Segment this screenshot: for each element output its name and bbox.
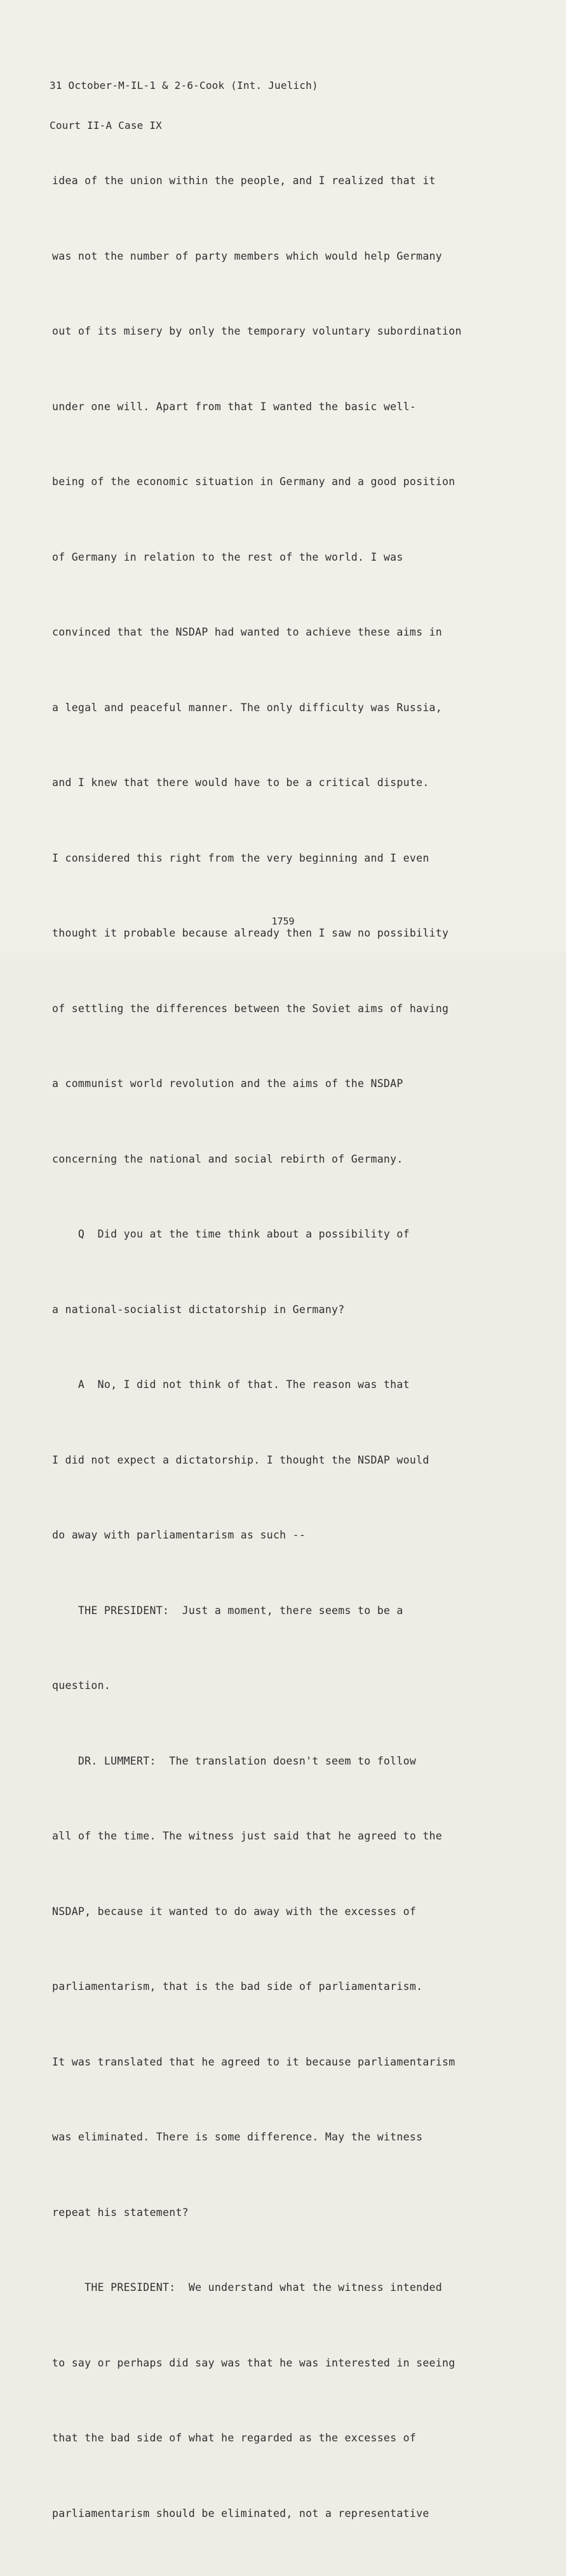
page-number: 1759 — [271, 916, 295, 927]
text-line: question. — [52, 1679, 111, 1692]
text-line: I did not expect a dictatorship. I thought the NSDAP would — [52, 1453, 429, 1466]
text-line: was not the number of party members which would help Germany — [52, 250, 443, 262]
text-line: DR. LUMMERT: The translation doesn't seem to follow — [52, 1754, 417, 1767]
text-line: NSDAP, because it wanted to do away with the excesses of — [52, 1905, 417, 1918]
text-line: convinced that the NSDAP had wanted to achieve these aims in — [52, 626, 443, 638]
text-line: and I knew that there would have to be a critical dispute. — [52, 777, 429, 789]
text-line: a communist world revolution and the aims of the NSDAP — [52, 1078, 403, 1090]
text-line: out of its misery by only the temporary voluntary subordination — [52, 325, 462, 337]
text-line: THE PRESIDENT: We understand what the witness intended — [52, 2281, 443, 2293]
text-line: parliamentarism should be eliminated, not a representative — [52, 2507, 429, 2519]
text-line: to say or perhaps did say was that he was interested in seeing — [52, 2356, 455, 2369]
header-line-1: 31 October-M-IL-1 & 2-6-Cook (Int. Juelich) — [50, 79, 318, 91]
text-line: THE PRESIDENT: Just a moment, there seems to be a — [52, 1604, 403, 1617]
text-line: repeat his statement? — [52, 2206, 189, 2219]
text-line: thought it probable because already then I saw no possibility — [52, 927, 449, 939]
text-line: that the bad side of what he regarded as the excesses of — [52, 2432, 417, 2444]
text-line: being of the economic situation in Germany and a good position — [52, 476, 455, 488]
text-line: idea of the union within the people, and I realized that it — [52, 175, 436, 187]
text-line: under one will. Apart from that I wanted the basic well- — [52, 400, 417, 413]
transcript-body — [52, 118, 522, 2576]
text-line: was eliminated. There is some difference. May the witness — [52, 2131, 423, 2143]
text-line: of settling the differences between the Soviet aims of having — [52, 1002, 449, 1015]
text-line: do away with parliamentarism as such -- — [52, 1529, 306, 1541]
text-line: I considered this right from the very beginning and I even — [52, 851, 429, 864]
text-line: A No, I did not think of that. The reason was that — [52, 1378, 410, 1391]
text-line: all of the time. The witness just said that he agreed to the — [52, 1830, 443, 1842]
text-line: parliamentarism, that is the bad side of parliamentarism. — [52, 1980, 423, 1992]
text-line: of Germany in relation to the rest of the world. I was — [52, 551, 403, 563]
text-line: a legal and peaceful manner. The only difficulty was Russia, — [52, 701, 443, 714]
text-line: It was translated that he agreed to it because parliamentarism — [52, 2055, 455, 2068]
text-line: a national-socialist dictatorship in Germany? — [52, 1303, 345, 1316]
header-line-2: Court II-A Case IX — [50, 119, 162, 131]
text-line: concerning the national and social rebirth of Germany. — [52, 1152, 403, 1165]
text-line: Q Did you at the time think about a possibility of — [52, 1228, 410, 1240]
